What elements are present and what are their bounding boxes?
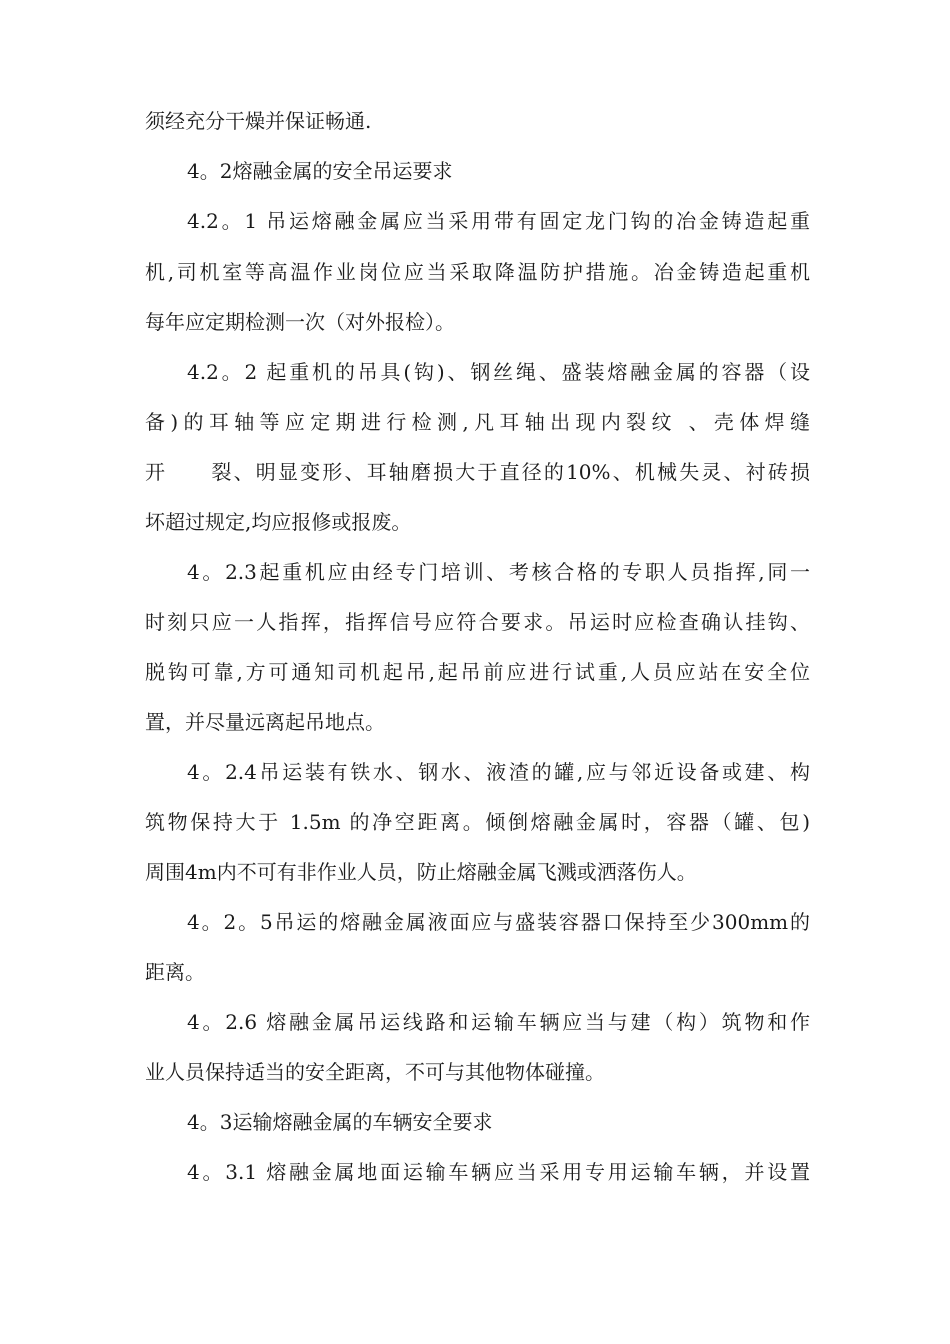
text-line-10: 4。2.3起重机应由经专门培训、考核合格的专职人员指挥,同一: [187, 560, 810, 584]
text-line-9: 坏超过规定,均应报修或报废。: [145, 510, 412, 534]
text-line-14: 4。2.4吊运装有铁水、钢水、液渣的罐,应与邻近设备或建、构: [187, 760, 810, 784]
text-line-17: 4。2。5吊运的熔融金属液面应与盛装容器口保持至少300mm的: [187, 910, 810, 934]
section-heading-4-3: 4。3运输熔融金属的车辆安全要求: [187, 1110, 493, 1134]
text-line-20: 业人员保持适当的安全距离，不可与其他物体碰撞。: [145, 1060, 605, 1084]
text-line-6: 4.2。2 起重机的吊具(钩)、钢丝绳、盛装熔融金属的容器（设: [187, 360, 810, 384]
text-line-22: 4。3.1 熔融金属地面运输车辆应当采用专用运输车辆，并设置: [187, 1160, 810, 1184]
text-line-11: 时刻只应一人指挥，指挥信号应符合要求。吊运时应检查确认挂钩、: [145, 610, 810, 634]
text-line-15: 筑物保持大于 1.5m 的净空距离。倾倒熔融金属时，容器（罐、包): [145, 810, 810, 834]
text-line-18: 距离。: [145, 960, 205, 984]
text-line-12: 脱钩可靠,方可通知司机起吊,起吊前应进行试重,人员应站在安全位: [145, 660, 810, 684]
text-line-4: 机,司机室等高温作业岗位应当采取降温防护措施。冶金铸造起重机: [145, 260, 810, 284]
text-line-8: 开 裂、明显变形、耳轴磨损大于直径的10%、机械失灵、衬砖损: [145, 460, 810, 484]
text-line-5: 每年应定期检测一次（对外报检）。: [145, 310, 455, 334]
text-line-7: 备)的耳轴等应定期进行检测,凡耳轴出现内裂纹 、壳体焊缝: [145, 410, 810, 434]
text-line-16: 周围4m内不可有非作业人员，防止熔融金属飞溅或洒落伤人。: [145, 860, 697, 884]
text-line-3: 4.2。1 吊运熔融金属应当采用带有固定龙门钩的冶金铸造起重: [187, 209, 810, 233]
text-line-19: 4。2.6 熔融金属吊运线路和运输车辆应当与建（构）筑物和作: [187, 1010, 810, 1034]
section-heading-4-2: 4。2熔融金属的安全吊运要求: [187, 159, 453, 183]
text-line-13: 置，并尽量远离起吊地点。: [145, 710, 385, 734]
text-line-1: 须经充分干燥并保证畅通.: [145, 109, 372, 133]
